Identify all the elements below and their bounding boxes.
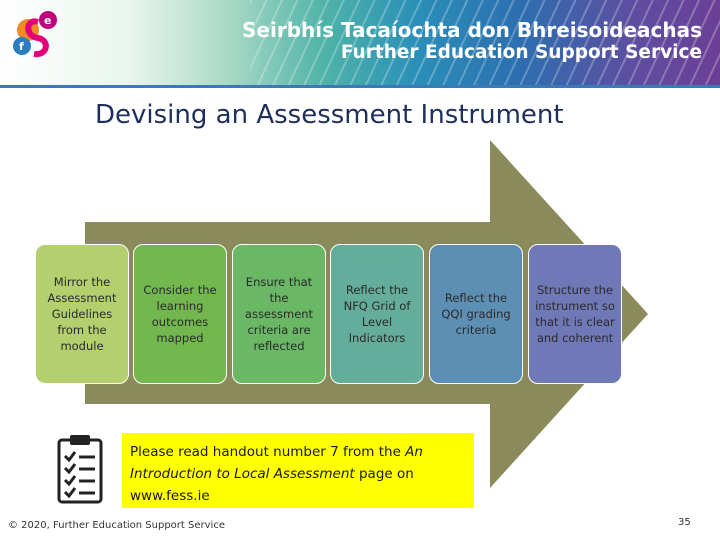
step-assessment-criteria [232,244,326,384]
step-label: Consider the learning outcomes mapped [143,283,217,345]
step-consider-outcomes [133,244,227,384]
step-nfq-grid [330,244,424,384]
step-label: Reflect the NFQ Grid of Level Indicators [343,283,411,345]
note-prefix: Please read handout number 7 from the [130,444,406,460]
step-label: Structure the instrument so that it is clear and coherent [535,283,615,345]
step-label: Mirror the Assessment Guidelines from the module [47,275,117,353]
handout-note [122,433,474,508]
step-structure-instrument [528,244,622,384]
slide-title: Devising an Assessment Instrument [95,100,564,130]
page-number: 35 [678,517,691,528]
svg-text:e: e [44,14,52,27]
note-suffix: page on www.fess.ie [130,466,414,504]
copyright-footer: © 2020, Further Education Support Service [8,520,225,531]
step-label: Ensure that the assessment criteria are reflected [244,275,314,353]
step-mirror-guidelines [35,244,129,384]
org-name-irish: Seirbhís Tacaíochta don Bhreisoideachas [242,18,702,42]
svg-text:f: f [19,40,24,53]
step-qqi-grading [429,244,523,384]
checklist-clipboard-icon [56,434,104,504]
org-name-english: Further Education Support Service [340,42,702,63]
step-label: Reflect the QQI grading criteria [441,291,511,337]
note-italic-title: An Introduction to Local Assessment [130,444,423,482]
